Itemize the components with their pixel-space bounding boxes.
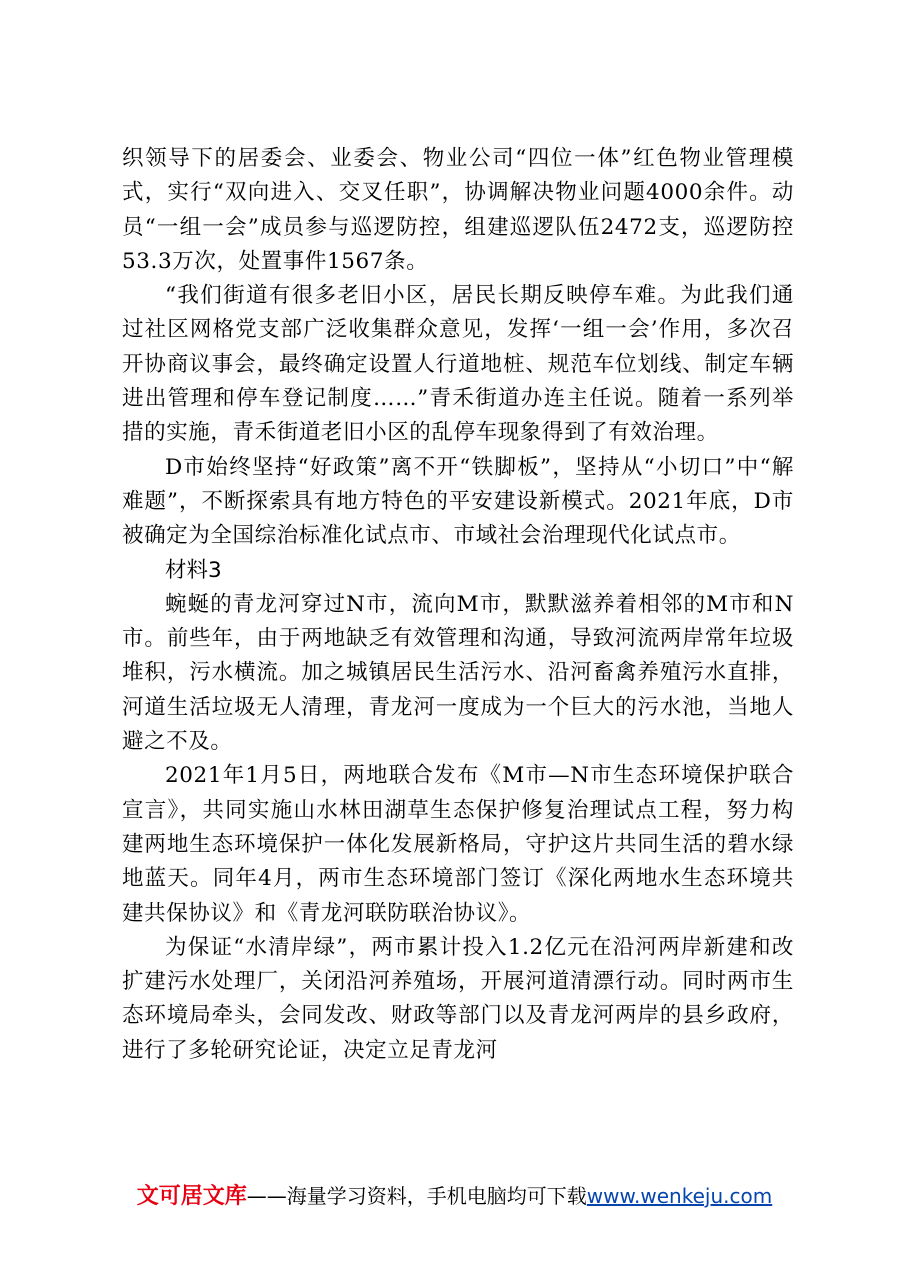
section-heading: 材料3 — [165, 557, 222, 583]
footer-brand: 文可居文库 — [136, 1184, 247, 1209]
footer-tagline: ——海量学习资料，手机电脑均可下载 — [246, 1184, 587, 1208]
page-footer — [0, 1181, 909, 1212]
paragraph-declaration: 2021年1月5日，两地联合发布《M市—N市生态环境保护联合宣言》，共同实施山水林田湖草生态保护修复治理试点工程，努力构建两地生态环境保护一体化发展新格局，守护这片共同生活的碧水绿地蓝天。同年4月，两市生态环境部门签订《深化两地水生态环境共建共保协议》和《青龙河联防联治协议》。 — [122, 763, 794, 926]
document-body — [122, 142, 794, 1068]
footer-link[interactable]: www.wenkeju.com — [586, 1184, 773, 1208]
paragraph-quote: “我们街道有很多老旧小区，居民长期反映停车难。为此我们通过社区网格党支部广泛收集群众意见，发挥‘一组一会’作用，多次召开协商议事会，最终确定设置人行道地桩、规范车位划线、制定车辆进出管理和停车登记制度……”青禾街道办连主任说。随着一系列举措的实施，青禾街道老旧小区的乱停车现象得到了有效治理。 — [122, 283, 794, 446]
paragraph-d-city: D市始终坚持“好政策”离不开“铁脚板”，坚持从“小切口”中“解难题”，不断探索具有地方特色的平安建设新模式。2021年底，D市被确定为全国综治标准化试点市、市域社会治理现代化试点市。 — [122, 454, 794, 549]
paragraph-investment: 为保证“水清岸绿”，两市累计投入1.2亿元在沿河两岸新建和改扩建污水处理厂，关闭沿河养殖场，开展河道清漂行动。同时两市生态环境局牵头，会同发改、财政等部门以及青龙河两岸的县乡政府，进行了多轮研究论证，决定立足青龙河 — [122, 934, 794, 1063]
paragraph-river: 蜿蜒的青龙河穿过N市，流向M市，默默滋养着相邻的M市和N市。前些年，由于两地缺乏有效管理和沟通，导致河流两岸常年垃圾堆积，污水横流。加之城镇居民生活污水、沿河畜禽养殖污水直排，河道生活垃圾无人清理，青龙河一度成为一个巨大的污水池，当地人避之不及。 — [122, 591, 794, 755]
paragraph-continued: 织领导下的居委会、业委会、物业公司“四位一体”红色物业管理模式，实行“双向进入、交叉任职”，协调解决物业问题4000余件。动员“一组一会”成员参与巡逻防控，组建巡逻队伍2472支，巡逻防控53.3万次，处置事件1567条。 — [122, 146, 794, 274]
